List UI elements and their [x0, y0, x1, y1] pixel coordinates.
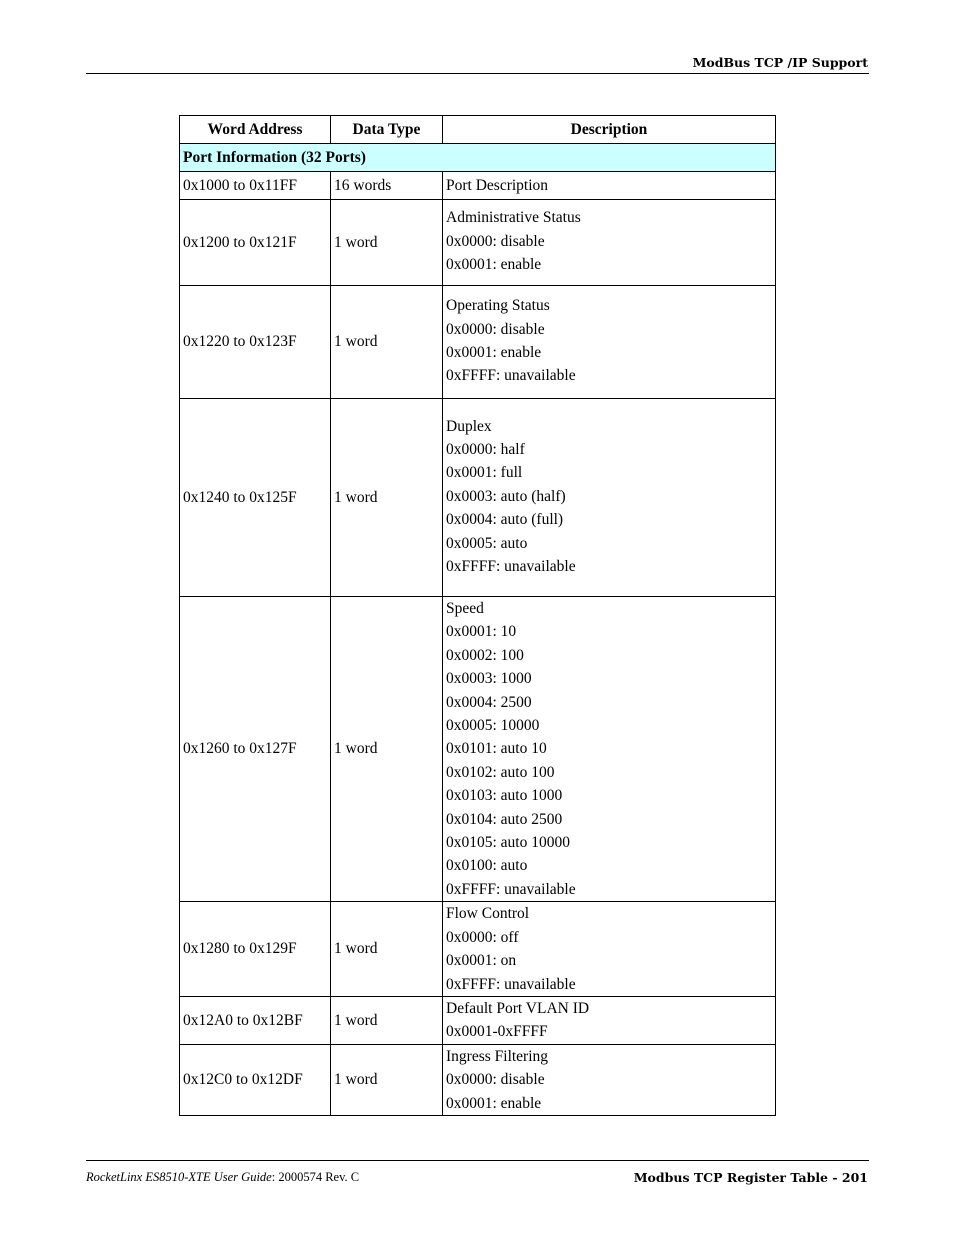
description-line: 0xFFFF: unavailable: [446, 880, 576, 898]
description-line: 0x0000: disable: [446, 232, 545, 250]
description-cell: [443, 286, 776, 399]
footer-doc-revision: : 2000574 Rev. C: [271, 1170, 360, 1184]
description-line: Port Description: [446, 176, 549, 194]
description-line: 0x0004: 2500: [446, 693, 532, 711]
description-line: Duplex: [446, 417, 492, 435]
footer-doc-title: RocketLinx ES8510-XTE User Guide: [86, 1170, 272, 1184]
description-cell: [443, 597, 776, 902]
word-address-cell: 0x1240 to 0x125F: [180, 399, 331, 597]
description-line: 0x0000: off: [446, 928, 519, 946]
description-line: 0x0001: full: [446, 464, 523, 482]
description-line: 0x0000: disable: [446, 320, 545, 338]
column-header-word-address: Word Address: [180, 116, 331, 144]
description-line: 0x0005: auto: [446, 534, 528, 552]
data-type-cell: 1 word: [331, 1044, 443, 1115]
description-line: 0xFFFF: unavailable: [446, 558, 576, 576]
description-cell: [443, 1044, 776, 1115]
section-label: Port Information (32 Ports): [180, 144, 776, 172]
description-line: 0x0102: auto 100: [446, 763, 555, 781]
word-address-cell: 0x1000 to 0x11FF: [180, 172, 331, 200]
data-type-cell: 16 words: [331, 172, 443, 200]
description-line: 0x0000: half: [446, 440, 525, 458]
data-type-cell: 1 word: [331, 286, 443, 399]
table-row: [180, 996, 776, 1044]
data-type-cell: 1 word: [331, 597, 443, 902]
description-line: Ingress Filtering: [446, 1047, 549, 1065]
data-type-cell: 1 word: [331, 996, 443, 1044]
description-line: 0x0001: on: [446, 952, 517, 970]
table-header-row: [180, 116, 776, 144]
word-address-cell: 0x12C0 to 0x12DF: [180, 1044, 331, 1115]
table-row: [180, 172, 776, 200]
footer-page-label: Modbus TCP Register Table - 201: [633, 1170, 868, 1185]
description-line: 0x0001: 10: [446, 623, 517, 641]
description-line: 0x0001: enable: [446, 1094, 542, 1112]
description-line: 0xFFFF: unavailable: [446, 367, 576, 385]
description-cell: [443, 902, 776, 997]
description-line: 0xFFFF: unavailable: [446, 975, 576, 993]
description-line: 0x0001-0xFFFF: [446, 1023, 548, 1041]
description-line: 0x0003: 1000: [446, 670, 532, 688]
word-address-cell: 0x1220 to 0x123F: [180, 286, 331, 399]
header-rule: [86, 73, 869, 74]
description-line: 0x0004: auto (full): [446, 511, 564, 529]
section-row: [180, 144, 776, 172]
data-type-cell: 1 word: [331, 399, 443, 597]
description-line: 0x0101: auto 10: [446, 740, 547, 758]
description-line: 0x0005: 10000: [446, 717, 540, 735]
description-cell: [443, 172, 776, 200]
table-row: [180, 597, 776, 902]
table-row: [180, 200, 776, 286]
description-line: 0x0000: disable: [446, 1071, 545, 1089]
table-row: [180, 399, 776, 597]
column-header-description: Description: [443, 116, 776, 144]
description-line: 0x0002: 100: [446, 646, 524, 664]
description-line: 0x0001: enable: [446, 256, 542, 274]
description-line: Speed: [446, 600, 484, 617]
description-line: 0x0100: auto: [446, 857, 528, 875]
table-row: [180, 286, 776, 399]
column-header-data-type: Data Type: [331, 116, 443, 144]
table-row: [180, 902, 776, 997]
description-line: Operating Status: [446, 297, 550, 315]
description-line: Administrative Status: [446, 209, 581, 227]
data-type-cell: 1 word: [331, 200, 443, 286]
register-table: [179, 115, 776, 1116]
description-line: 0x0003: auto (half): [446, 487, 566, 505]
description-line: Flow Control: [446, 905, 530, 923]
description-cell: [443, 399, 776, 597]
description-line: 0x0103: auto 1000: [446, 787, 563, 805]
table-row: [180, 1044, 776, 1115]
word-address-cell: 0x1260 to 0x127F: [180, 597, 331, 902]
footer-rule: [86, 1160, 869, 1161]
running-header: ModBus TCP /IP Support: [692, 55, 868, 70]
footer-doc-info: [86, 1170, 359, 1185]
description-line: Default Port VLAN ID: [446, 999, 590, 1017]
word-address-cell: 0x1280 to 0x129F: [180, 902, 331, 997]
description-line: 0x0001: enable: [446, 344, 542, 361]
description-cell: [443, 200, 776, 286]
description-line: 0x0105: auto 10000: [446, 834, 570, 852]
data-type-cell: 1 word: [331, 902, 443, 997]
description-cell: [443, 996, 776, 1044]
word-address-cell: 0x1200 to 0x121F: [180, 200, 331, 286]
description-line: 0x0104: auto 2500: [446, 810, 563, 828]
word-address-cell: 0x12A0 to 0x12BF: [180, 996, 331, 1044]
